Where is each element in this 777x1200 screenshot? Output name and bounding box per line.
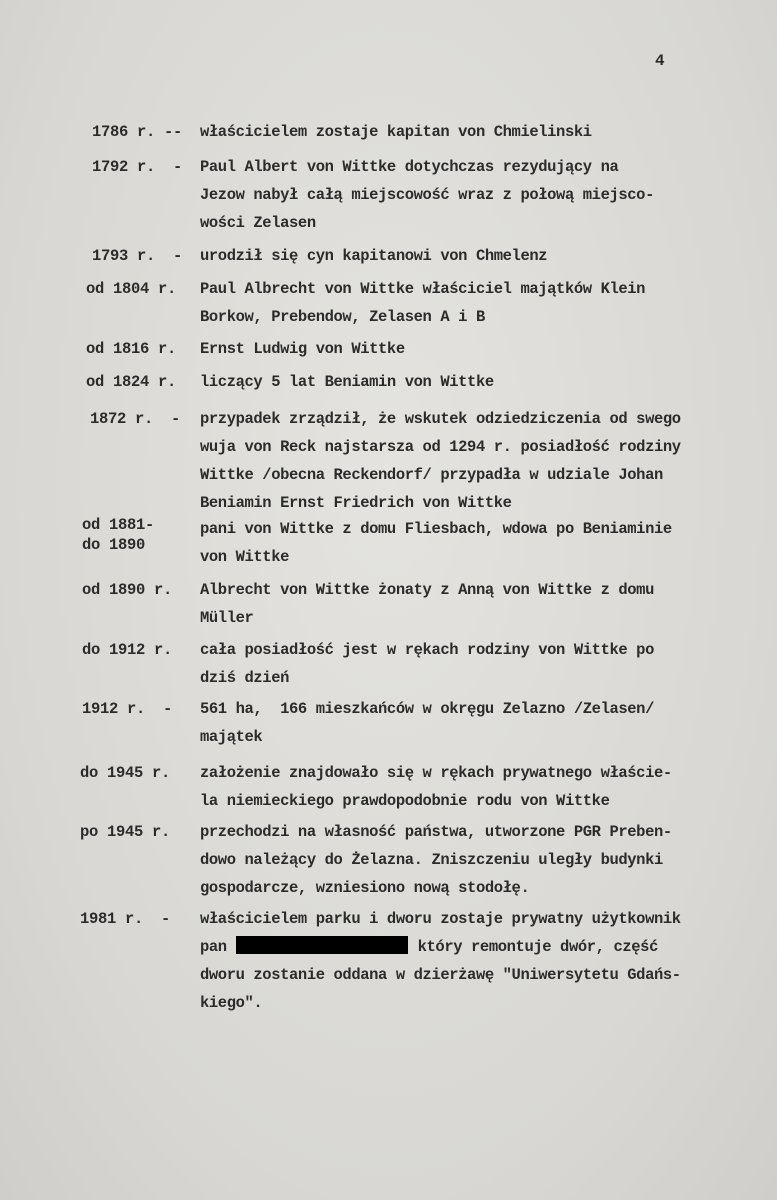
entry-line: urodził się cyn kapitanowi von Chmelenz [200, 247, 548, 265]
entry-text [200, 759, 760, 815]
entry-line: założenie znajdowało się w rękach prywatnego właście- [200, 764, 672, 782]
entry-text [200, 818, 760, 902]
entry-date: do 1945 r. [80, 764, 171, 782]
entry-text [200, 695, 760, 751]
entry-line-prefix: pan [200, 938, 227, 956]
entry-line: von Wittke [200, 548, 290, 566]
entry-date: 1792 r. - [92, 158, 183, 176]
entry-line: 561 ha, 166 mieszkańców w okręgu Zelazno /Zelasen/ [200, 700, 654, 718]
entry-line: gospodarcze, wzniesiono nową stodołę. [200, 879, 530, 897]
entry-line: dworu zostanie oddana w dzierżawę "Uniwersytetu Gdańs- [200, 966, 681, 984]
entry-line: majątek [200, 728, 263, 746]
entry-line: Albrecht von Wittke żonaty z Anną von Wittke z domu [200, 581, 654, 599]
entry-line: kiego". [200, 994, 263, 1012]
entry-line: właścicielem parku i dworu zostaje prywatny użytkownik [200, 910, 681, 928]
entry-text [200, 576, 760, 632]
entry-text [200, 636, 760, 692]
entry-date: 1786 r. -- [92, 123, 183, 141]
entry-date: od 1881- do 1890 [82, 516, 155, 554]
entry-line: wuja von Reck najstarsza od 1294 r. posiadłość rodziny [200, 438, 681, 456]
entry-line: przechodzi na własność państwa, utworzone PGR Preben- [200, 823, 672, 841]
entry-date: do 1912 r. [82, 641, 173, 659]
entry-line: wości Zelasen [200, 214, 316, 232]
entry-line: przypadek zrządził, że wskutek odziedziczenia od swego [200, 410, 681, 428]
entry-line: cała posiadłość jest w rękach rodziny von Wittke po [200, 641, 654, 659]
entry-line: Beniamin Ernst Friedrich von Wittke [200, 494, 512, 512]
entry-line: właścicielem zostaje kapitan von Chmielinski [200, 123, 592, 141]
page-number: 4 [655, 52, 665, 70]
entry-text [200, 905, 760, 1017]
entry-text [200, 118, 760, 146]
entry-line [200, 933, 760, 961]
entry-text [200, 368, 760, 396]
entry-line-suffix: który remontuje dwór, część [417, 938, 658, 956]
entry-date: od 1890 r. [82, 581, 173, 599]
entry-date: od 1824 r. [86, 373, 177, 391]
entry-line: pani von Wittke z domu Fliesbach, wdowa po Beniaminie [200, 520, 672, 538]
entry-text [200, 405, 760, 517]
entry-text [200, 515, 760, 571]
redaction-bar [236, 936, 408, 954]
entry-date: od 1804 r. [86, 280, 177, 298]
entry-line: Paul Albert von Wittke dotychczas rezydujący na [200, 158, 619, 176]
entry-line: Wittke /obecna Reckendorf/ przypadła w udziale Johan [200, 466, 663, 484]
entry-line: dziś dzień [200, 669, 290, 687]
entry-line: Paul Albrecht von Wittke właściciel majątków Klein [200, 280, 646, 298]
entry-line: dowo należący do Żelazna. Zniszczeniu uległy budynki [200, 851, 663, 869]
entry-date: 1872 r. - [90, 410, 181, 428]
entry-line: Ernst Ludwig von Wittke [200, 340, 405, 358]
entry-date: 1912 r. - [82, 700, 173, 718]
entry-date: 1981 r. - [80, 910, 171, 928]
entry-line: liczący 5 lat Beniamin von Wittke [200, 373, 494, 391]
entry-line: Müller [200, 609, 254, 627]
entry-text [200, 153, 760, 237]
entry-line: Jezow nabył całą miejscowość wraz z połową miejsco- [200, 186, 654, 204]
entry-text [200, 275, 760, 331]
entry-line: la niemieckiego prawdopodobnie rodu von Wittke [200, 792, 610, 810]
entry-text [200, 242, 760, 270]
entry-date: po 1945 r. [80, 823, 171, 841]
entry-date: 1793 r. - [92, 247, 183, 265]
entry-text [200, 335, 760, 363]
entry-line: Borkow, Prebendow, Zelasen A i B [200, 308, 485, 326]
entry-date: od 1816 r. [86, 340, 177, 358]
